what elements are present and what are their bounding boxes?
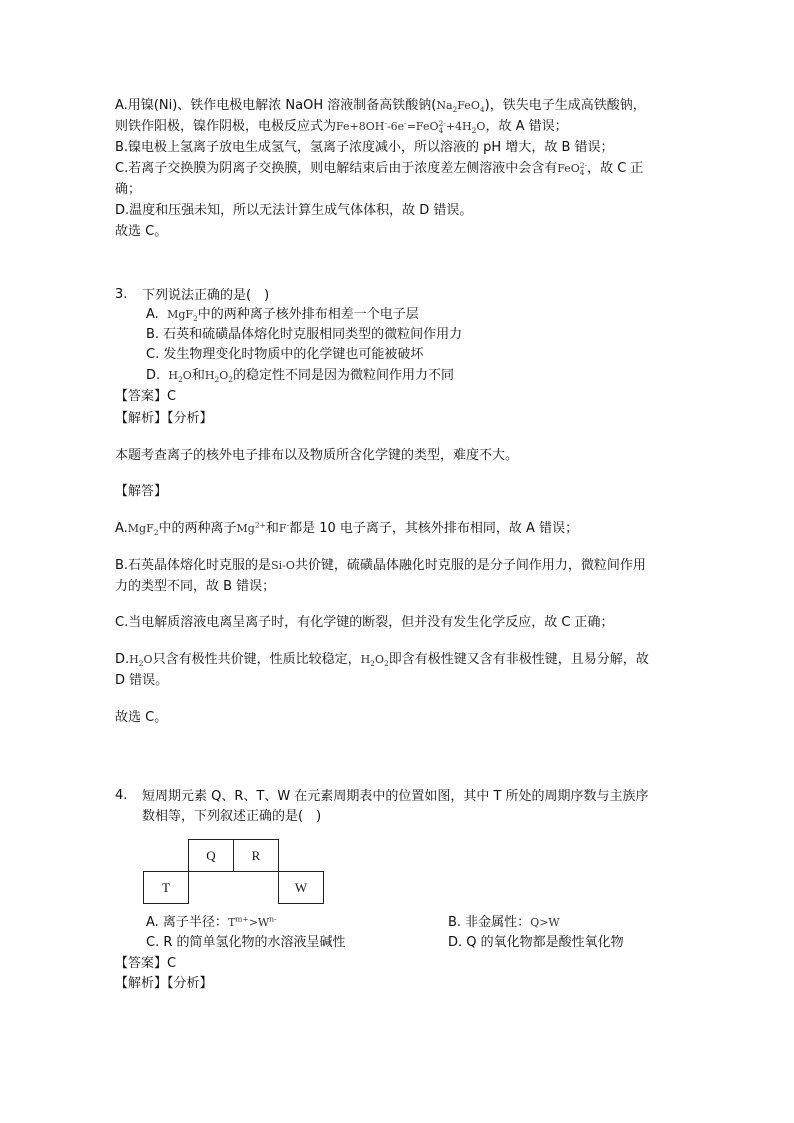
cell-w: W: [278, 871, 324, 904]
prev-solution-d: D.温度和压强未知，所以无法计算生成气体体积，故 D 错误。: [115, 203, 473, 218]
formula-feo4: FeO 2- 4: [557, 161, 588, 177]
nonmetal-expr: Q>W: [530, 916, 560, 929]
formula-na2feo4: $Na_2FeO_4$: [436, 99, 485, 115]
solution-d-line1: [115, 651, 649, 669]
formula-h2o2: $H_2O_2$: [360, 653, 389, 669]
bond-si-o: Si-O: [271, 559, 295, 572]
option-d: D. Q 的氧化物都是酸性氧化物: [448, 935, 624, 950]
text: )，铁失电子生成高铁酸钠，: [484, 98, 646, 113]
question-stem-line2: 数相等，下列叙述正确的是( ): [142, 809, 322, 824]
solution-b-line1: [115, 557, 646, 575]
ion-mg: $Mg^{2+}$: [236, 520, 266, 535]
solution-b-line2: 力的类型不同，故 B 错误；: [115, 579, 276, 594]
ion-radius-expr: $T^{m+}>W^{n-}$: [227, 914, 277, 929]
option-text: B. 非金属性：: [448, 915, 531, 930]
answer-label: 【答案】: [115, 956, 168, 971]
option-label: A.: [146, 307, 159, 322]
prev-solution-a-line2: [115, 118, 568, 136]
text: B.石英晶体熔化时克服的是: [115, 558, 272, 573]
text: C.若离子交换膜为阴离子交换膜，则电解结束后由于浓度差左侧溶液中会含有: [115, 161, 558, 176]
analysis-text: 本题考查离子的核外电子排布以及物质所含化学键的类型，难度不大。: [115, 448, 519, 463]
formula-h2o2: $H_2O_2$: [204, 369, 234, 385]
analysis-label: 【解析】【分析】: [115, 976, 213, 991]
formula-mgf2: MgF$_2$: [127, 522, 159, 538]
text: 和: [265, 521, 279, 536]
answer-line: [115, 955, 176, 973]
text: ，故 C 正: [587, 161, 644, 176]
prev-solution-c-line2: 确；: [115, 182, 142, 197]
answer-line: [115, 388, 176, 406]
option-b: [448, 914, 560, 932]
ion-f: F-: [278, 520, 290, 535]
option-a: [146, 306, 419, 324]
text: 都是 10 电子离子，其核外排布相同，故 A 错误；: [289, 521, 579, 536]
text: 只含有极性共价键，性质比较稳定，: [152, 652, 361, 667]
electrode-equation: Fe+8OH--6e-=FeO 2- 4 $+4H_2O$: [336, 118, 486, 136]
option-label: D.: [146, 368, 161, 383]
question-number: 3.: [115, 287, 128, 302]
text: ，故 A 错误；: [485, 119, 568, 134]
text: 即含有极性键又含有非极性键，且易分解，故: [388, 652, 649, 667]
prev-solution-c-line1: [115, 160, 643, 178]
answer-value: C: [167, 389, 177, 404]
text: 中的两种离子: [158, 521, 237, 536]
question-stem-line1: 短周期元素 Q、R、T、W 在元素周期表中的位置如图，其中 T 所处的周期序数与主族序: [142, 789, 649, 804]
text: A.: [115, 521, 128, 536]
prev-solution-a-line1: [115, 97, 646, 115]
option-text: 中的两种离子核外排布相差一个电子层: [197, 307, 419, 322]
cell-q: Q: [188, 839, 234, 872]
option-d: [146, 367, 454, 385]
formula-mgf2: MgF$_2$: [167, 308, 198, 324]
cell-r: R: [233, 839, 279, 872]
formula-h2o: $H_2O$: [129, 653, 153, 669]
text: 共价键，硫磺晶体融化时克服的是分子间作用力，微粒间作用: [294, 558, 646, 573]
solution-c: C.当电解质溶液电离呈离子时，有化学键的断裂，但并没有发生化学反应，故 C 正确；: [115, 615, 614, 630]
analysis-label: 【解析】【分析】: [115, 411, 213, 426]
option-a: [146, 914, 277, 932]
question-number: 4.: [115, 788, 128, 803]
cell-t: T: [143, 871, 189, 904]
solution-conclusion: 故选 C。: [115, 710, 168, 725]
formula-h2o: $H_2O$: [168, 369, 192, 385]
option-text: A. 离子半径：: [146, 915, 228, 930]
text: D.: [115, 652, 130, 667]
text: 则铁作阳极，镍作阴极，电极反应式为: [115, 119, 337, 134]
solution-a: [115, 520, 578, 538]
option-c: C. 发生物理变化时物质中的化学键也可能被破坏: [146, 347, 424, 362]
prev-conclusion: 故选 C。: [115, 224, 168, 239]
solution-d-line2: D 错误。: [115, 673, 169, 688]
text: 和: [191, 368, 205, 383]
question-stem: 下列说法正确的是( ): [142, 288, 270, 303]
text: A.用镍(Ni)、铁作电极电解浓 NaOH 溶液制备高铁酸钠(: [115, 98, 437, 113]
solution-label: 【解答】: [115, 484, 168, 499]
answer-value: C: [167, 956, 177, 971]
prev-solution-b: B.镍电极上氢离子放电生成氢气，氢离子浓度减小，所以溶液的 pH 增大，故 B 错误；: [115, 140, 614, 155]
option-text: 的稳定性不同是因为微粒间作用力不同: [233, 368, 455, 383]
answer-label: 【答案】: [115, 389, 168, 404]
option-c: C. R 的简单氢化物的水溶液呈碱性: [146, 935, 346, 950]
option-b: B. 石英和硫磺晶体熔化时克服相同类型的微粒间作用力: [146, 327, 463, 342]
